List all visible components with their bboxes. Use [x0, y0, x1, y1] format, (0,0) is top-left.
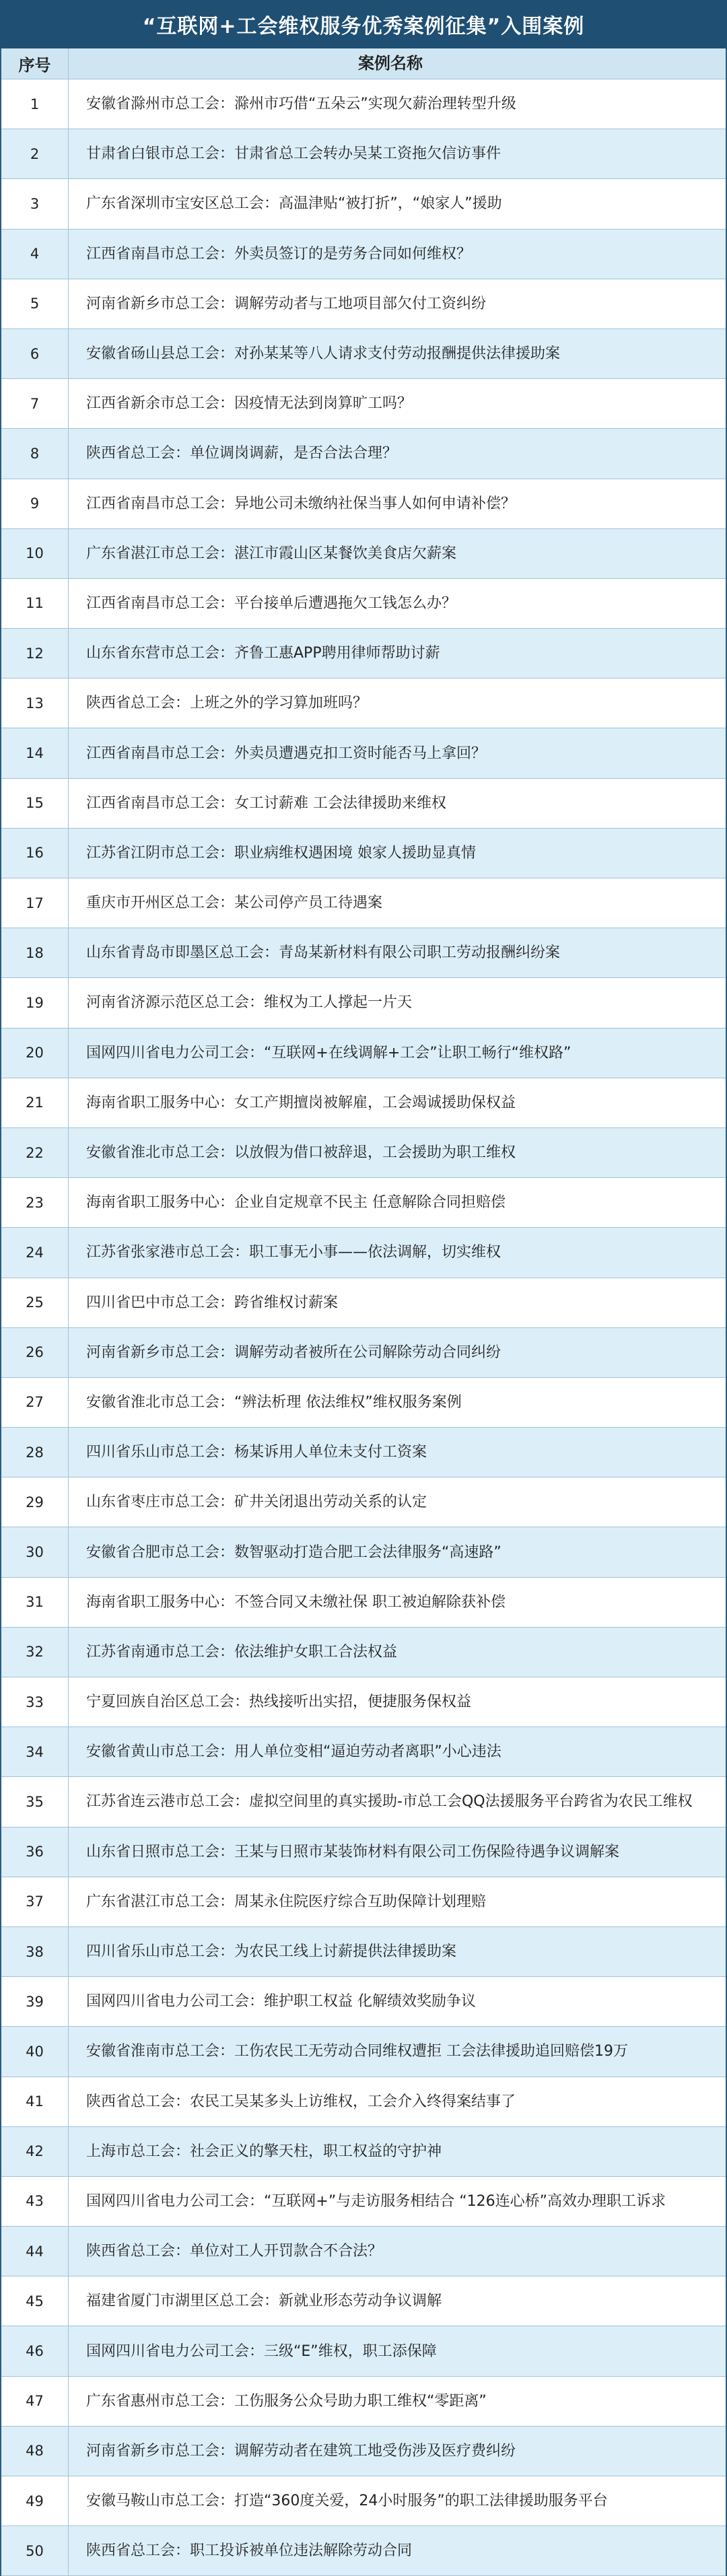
- row-case-name: 广东省深圳市宝安区总工会：高温津贴“被打折”，“娘家人”援助: [69, 179, 726, 229]
- row-case-name: 陕西省总工会：上班之外的学习算加班吗？: [69, 678, 726, 728]
- row-number: 11: [1, 579, 69, 629]
- row-number: 4: [1, 230, 69, 279]
- row-number: 37: [1, 1877, 69, 1927]
- row-number: 50: [1, 2526, 69, 2576]
- row-case-name: 江苏省南通市总工会：依法维护女职工合法权益: [69, 1628, 726, 1677]
- row-case-name: 四川省乐山市总工会：为农民工线上讨薪提供法律援助案: [69, 1927, 726, 1977]
- row-number: 46: [1, 2326, 69, 2376]
- row-case-name: 河南省新乡市总工会：调解劳动者与工地项目部欠付工资纠纷: [69, 279, 726, 329]
- row-case-name: 海南省职工服务中心：女工产期擅岗被解雇，工会竭诚援助保权益: [69, 1078, 726, 1128]
- table-row: [1, 2326, 726, 2376]
- row-case-name: 安徽省滁州市总工会：滁州市巧借“五朵云”实现欠薪治理转型升级: [69, 79, 726, 129]
- row-number: 14: [1, 728, 69, 778]
- row-case-name: 山东省东营市总工会：齐鲁工惠APP聘用律师帮助讨薪: [69, 629, 726, 678]
- row-case-name: 陕西省总工会：单位对工人开罚款合不合法？: [69, 2227, 726, 2276]
- row-case-name: 国网四川省电力公司工会：三级“E”维权，职工添保障: [69, 2326, 726, 2376]
- row-number: 21: [1, 1078, 69, 1128]
- row-number: 18: [1, 928, 69, 978]
- row-case-name: 国网四川省电力公司工会：维护职工权益 化解绩效奖励争议: [69, 1977, 726, 2027]
- row-number: 19: [1, 978, 69, 1028]
- row-case-name: 海南省职工服务中心：不签合同又未缴社保 职工被迫解除获补偿: [69, 1578, 726, 1628]
- table-row: [1, 2377, 726, 2427]
- table-row: [1, 1228, 726, 1278]
- row-number: 9: [1, 479, 69, 529]
- row-case-name: 安徽省淮南市总工会：工伤农民工无劳动合同维权遭拒 工会法律援助追回赔偿19万: [69, 2027, 726, 2077]
- table-row: [1, 629, 726, 678]
- row-case-name: 江西省南昌市总工会：异地公司未缴纳社保当事人如何申请补偿？: [69, 479, 726, 529]
- table-row: [1, 2427, 726, 2476]
- row-case-name: 安徽省砀山县总工会：对孙某某等八人请求支付劳动报酬提供法律援助案: [69, 329, 726, 379]
- row-number: 26: [1, 1328, 69, 1378]
- row-case-name: 国网四川省电力公司工会：“互联网+在线调解+工会”让职工畅行“维权路”: [69, 1029, 726, 1078]
- row-case-name: 江西省南昌市总工会：平台接单后遭遇拖欠工钱怎么办？: [69, 579, 726, 629]
- table-row: [1, 1078, 726, 1128]
- page-title: “互联网+工会维权服务优秀案例征集”入围案例: [0, 0, 727, 48]
- row-case-name: 宁夏回族自治区总工会：热线接听出实招，便捷服务保权益: [69, 1677, 726, 1727]
- row-number: 23: [1, 1178, 69, 1228]
- table-row: [1, 1527, 726, 1577]
- row-case-name: 山东省日照市总工会：王某与日照市某装饰材料有限公司工伤保险待遇争议调解案: [69, 1827, 726, 1877]
- table-row: [1, 1628, 726, 1677]
- table-row: [1, 79, 726, 129]
- table-row: [1, 279, 726, 329]
- row-number: 8: [1, 429, 69, 479]
- row-case-name: 安徽省合肥市总工会：数智驱动打造合肥工会法律服务“高速路”: [69, 1527, 726, 1577]
- table-row: [1, 1428, 726, 1477]
- row-case-name: 江西省南昌市总工会：女工讨薪难 工会法律援助来维权: [69, 779, 726, 829]
- row-case-name: 陕西省总工会：单位调岗调薪，是否合法合理？: [69, 429, 726, 479]
- row-case-name: 广东省湛江市总工会：湛江市霞山区某餐饮美食店欠薪案: [69, 529, 726, 579]
- row-number: 24: [1, 1228, 69, 1278]
- table-row: [1, 230, 726, 279]
- row-case-name: 海南省职工服务中心：企业自定规章不民主 任意解除合同担赔偿: [69, 1178, 726, 1228]
- row-number: 33: [1, 1677, 69, 1727]
- row-case-name: 国网四川省电力公司工会：“互联网+”与走访服务相结合 “126连心桥”高效办理职工诉求: [69, 2177, 726, 2227]
- row-number: 28: [1, 1428, 69, 1477]
- row-number: 31: [1, 1578, 69, 1628]
- row-case-name: 四川省巴中市总工会：跨省维权讨薪案: [69, 1278, 726, 1328]
- table-row: [1, 2526, 726, 2576]
- table-row: [1, 429, 726, 479]
- row-number: 13: [1, 678, 69, 728]
- row-case-name: 重庆市开州区总工会：某公司停产员工待遇案: [69, 878, 726, 928]
- row-number: 6: [1, 329, 69, 379]
- table-header-row: [1, 48, 726, 79]
- table-row: [1, 678, 726, 728]
- table-row: [1, 379, 726, 429]
- table-row: [1, 529, 726, 579]
- row-number: 7: [1, 379, 69, 429]
- table-row: [1, 2227, 726, 2276]
- row-number: 5: [1, 279, 69, 329]
- table-row: [1, 978, 726, 1028]
- table-row: [1, 1328, 726, 1378]
- row-number: 17: [1, 878, 69, 928]
- row-case-name: 河南省新乡市总工会：调解劳动者被所在公司解除劳动合同纠纷: [69, 1328, 726, 1378]
- row-case-name: 江苏省连云港市总工会：虚拟空间里的真实援助-市总工会QQ法援服务平台跨省为农民工维权: [69, 1777, 726, 1827]
- table-row: [1, 829, 726, 878]
- row-number: 32: [1, 1628, 69, 1677]
- table-row: [1, 2027, 726, 2077]
- row-case-name: 河南省济源示范区总工会：维权为工人撑起一片天: [69, 978, 726, 1028]
- row-number: 2: [1, 129, 69, 179]
- row-case-name: 山东省青岛市即墨区总工会：青岛某新材料有限公司职工劳动报酬纠纷案: [69, 928, 726, 978]
- row-number: 27: [1, 1378, 69, 1428]
- row-case-name: 安徽马鞍山市总工会：打造“360度关爱，24小时服务”的职工法律援助服务平台: [69, 2476, 726, 2526]
- row-case-name: 安徽省黄山市总工会：用人单位变相“逼迫劳动者离职”小心违法: [69, 1727, 726, 1777]
- table-row: [1, 1777, 726, 1827]
- row-number: 38: [1, 1927, 69, 1977]
- row-number: 25: [1, 1278, 69, 1328]
- row-number: 22: [1, 1128, 69, 1178]
- table-row: [1, 479, 726, 529]
- row-number: 45: [1, 2276, 69, 2326]
- table-row: [1, 1477, 726, 1527]
- table-row: [1, 1727, 726, 1777]
- row-number: 3: [1, 179, 69, 229]
- row-number: 41: [1, 2077, 69, 2127]
- table-row: [1, 179, 726, 229]
- row-case-name: 四川省乐山市总工会：杨某诉用人单位未支付工资案: [69, 1428, 726, 1477]
- row-number: 10: [1, 529, 69, 579]
- row-number: 39: [1, 1977, 69, 2027]
- table-row: [1, 329, 726, 379]
- table-row: [1, 1378, 726, 1428]
- case-table: [0, 48, 727, 2576]
- row-number: 36: [1, 1827, 69, 1877]
- table-row: [1, 579, 726, 629]
- row-case-name: 安徽省淮北市总工会：以放假为借口被辞退，工会援助为职工维权: [69, 1128, 726, 1178]
- row-case-name: 山东省枣庄市总工会：矿井关闭退出劳动关系的认定: [69, 1477, 726, 1527]
- row-case-name: 江苏省张家港市总工会：职工事无小事——依法调解，切实维权: [69, 1228, 726, 1278]
- row-case-name: 甘肃省白银市总工会：甘肃省总工会转办吴某工资拖欠信访事件: [69, 129, 726, 179]
- row-number: 35: [1, 1777, 69, 1827]
- row-number: 44: [1, 2227, 69, 2276]
- table-row: [1, 1029, 726, 1078]
- row-number: 16: [1, 829, 69, 878]
- row-case-name: 陕西省总工会：职工投诉被单位违法解除劳动合同: [69, 2526, 726, 2576]
- row-number: 48: [1, 2427, 69, 2476]
- row-number: 40: [1, 2027, 69, 2077]
- table-row: [1, 1977, 726, 2027]
- row-case-name: 江西省南昌市总工会：外卖员遭遇克扣工资时能否马上拿回？: [69, 728, 726, 778]
- table-row: [1, 2077, 726, 2127]
- table-row: [1, 129, 726, 179]
- row-number: 1: [1, 79, 69, 129]
- table-row: [1, 2127, 726, 2177]
- row-case-name: 广东省惠州市总工会：工伤服务公众号助力职工维权“零距离”: [69, 2377, 726, 2427]
- row-case-name: 安徽省淮北市总工会：“辨法析理 依法维权”维权服务案例: [69, 1378, 726, 1428]
- row-number: 47: [1, 2377, 69, 2427]
- table-row: [1, 2177, 726, 2227]
- row-number: 34: [1, 1727, 69, 1777]
- row-case-name: 陕西省总工会：农民工吴某多头上访维权，工会介入终得案结事了: [69, 2077, 726, 2127]
- row-case-name: 江西省南昌市总工会：外卖员签订的是劳务合同如何维权？: [69, 230, 726, 279]
- row-number: 49: [1, 2476, 69, 2526]
- row-case-name: 上海市总工会：社会正义的擎天柱，职工权益的守护神: [69, 2127, 726, 2177]
- row-number: 15: [1, 779, 69, 829]
- row-case-name: 江苏省江阴市总工会：职业病维权遇困境 娘家人援助显真情: [69, 829, 726, 878]
- table-row: [1, 1827, 726, 1877]
- table-row: [1, 1278, 726, 1328]
- table-row: [1, 1178, 726, 1228]
- table-row: [1, 878, 726, 928]
- row-number: 42: [1, 2127, 69, 2177]
- table-row: [1, 1578, 726, 1628]
- row-case-name: 福建省厦门市湖里区总工会：新就业形态劳动争议调解: [69, 2276, 726, 2326]
- header-number: 序号: [1, 48, 69, 79]
- row-case-name: 河南省新乡市总工会：调解劳动者在建筑工地受伤涉及医疗费纠纷: [69, 2427, 726, 2476]
- table-row: [1, 1128, 726, 1178]
- row-case-name: 广东省湛江市总工会：周某永住院医疗综合互助保障计划理赔: [69, 1877, 726, 1927]
- table-row: [1, 928, 726, 978]
- table-row: [1, 728, 726, 778]
- table-row: [1, 2276, 726, 2326]
- row-number: 12: [1, 629, 69, 678]
- table-row: [1, 1677, 726, 1727]
- row-number: 20: [1, 1029, 69, 1078]
- table-row: [1, 2476, 726, 2526]
- table-row: [1, 779, 726, 829]
- table-row: [1, 1927, 726, 1977]
- header-case-name: 案例名称: [69, 48, 726, 79]
- row-number: 29: [1, 1477, 69, 1527]
- row-number: 43: [1, 2177, 69, 2227]
- table-row: [1, 1877, 726, 1927]
- row-number: 30: [1, 1527, 69, 1577]
- row-case-name: 江西省新余市总工会：因疫情无法到岗算旷工吗？: [69, 379, 726, 429]
